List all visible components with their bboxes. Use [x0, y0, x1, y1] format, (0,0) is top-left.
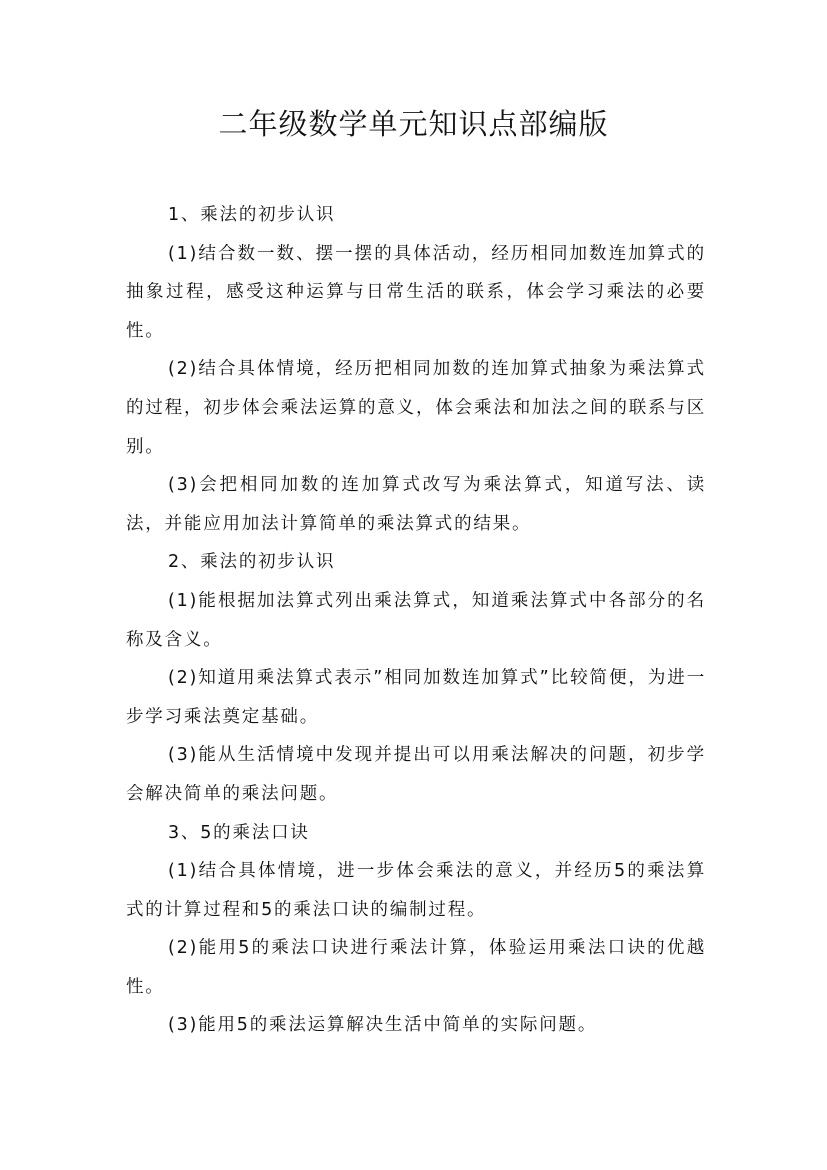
section-heading-3: 3、5的乘法口诀 — [168, 822, 310, 843]
section-heading-2: 2、乘法的初步认识 — [168, 552, 336, 573]
paragraph: (2)能用5的乘法口诀进行乘法计算，体验运用乘法口诀的优越性。 — [126, 938, 706, 997]
paragraph: (3)能用5的乘法运算解决生活中简单的实际问题。 — [168, 1015, 598, 1036]
document-body — [126, 196, 706, 1045]
document-title: 二年级数学单元知识点部编版 — [218, 107, 609, 141]
paragraph: (1)能根据加法算式列出乘法算式，知道乘法算式中各部分的名称及含义。 — [126, 590, 706, 650]
section-heading-1: 1、乘法的初步认识 — [168, 205, 336, 225]
paragraph: (3)能从生活情境中发现并提出可以用乘法解决的问题，初步学会解决简单的乘法问题。 — [126, 745, 706, 804]
paragraph: (3)会把相同加数的连加算式改写为乘法算式，知道写法、读法，并能应用加法计算简单的乘法算式的结果。 — [126, 475, 706, 534]
paragraph: (2)结合具体情境，经历把相同加数的连加算式抽象为乘法算式的过程，初步体会乘法运算的意义，体会乘法和加法之间的联系与区别。 — [126, 359, 706, 457]
paragraph: (2)知道用乘法算式表示”相同加数连加算式”比较简便，为进一步学习乘法奠定基础。 — [126, 668, 706, 727]
paragraph: (1)结合数一数、摆一摆的具体活动，经历相同加数连加算式的抽象过程，感受这种运算与日常生活的联系，体会学习乘法的必要性。 — [126, 243, 706, 341]
paragraph: (1)结合具体情境，进一步体会乘法的意义，并经历5的乘法算式的计算过程和5的乘法口诀的编制过程。 — [126, 861, 706, 920]
